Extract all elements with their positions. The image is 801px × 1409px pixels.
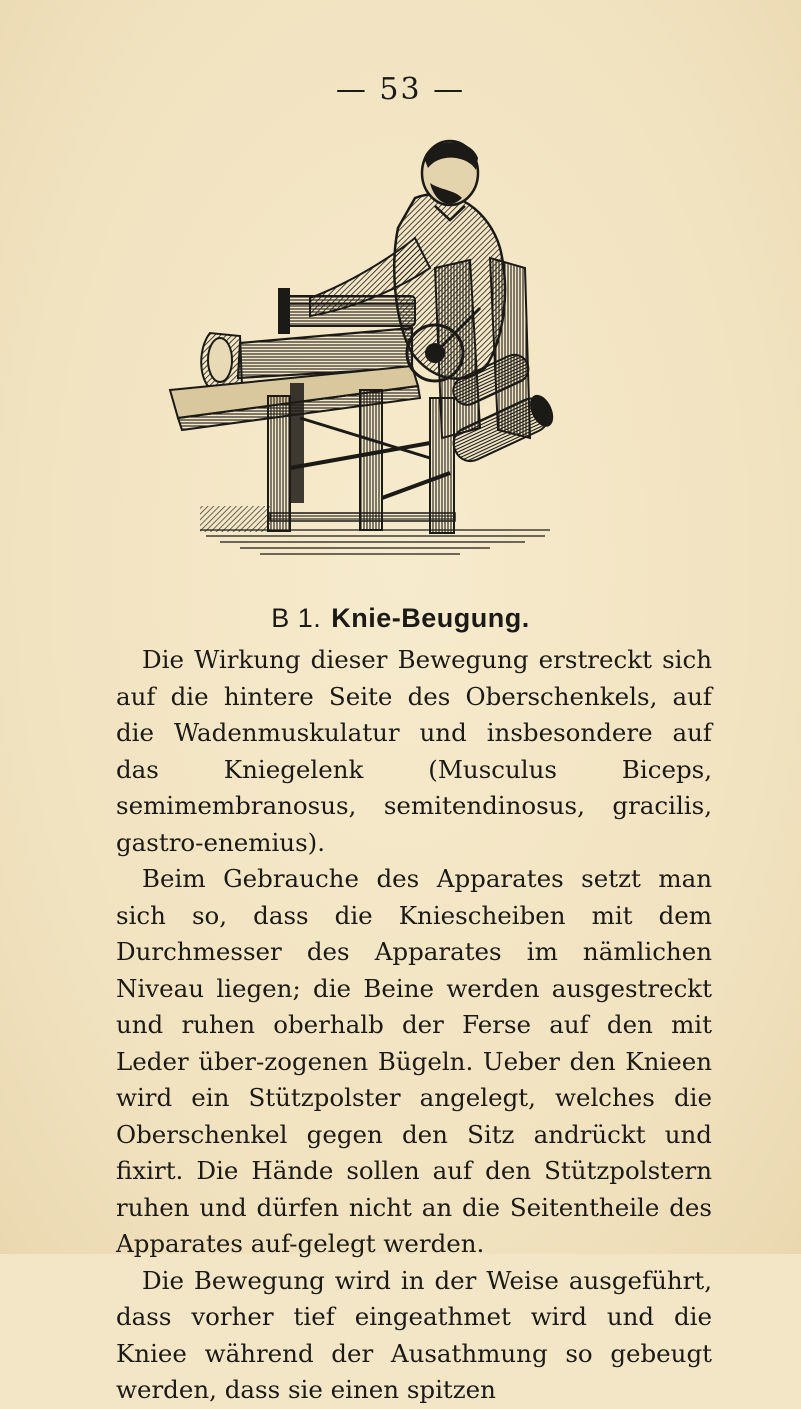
paragraph: Die Bewegung wird in der Weise ausgeführt, dass vorher tief eingeathmet wird und die Kniee während der Ausathmung so gebeugt werden, dass sie einen spitzen xyxy=(116,1265,712,1404)
figure-caption-title: Knie-Beugung. xyxy=(331,603,530,633)
body-text xyxy=(116,642,712,1409)
paragraph: Die Wirkung dieser Bewegung erstreckt sich auf die hintere Seite des Oberschenkels, auf die Wadenmuskulatur und insbesondere auf das Kniegelenk (Musculus Biceps, semimembranosus, semitendinosus, gracilis, gastro-enemius). xyxy=(116,645,712,857)
figure-caption-number: B 1. xyxy=(271,603,322,633)
paragraph: Beim Gebrauche des Apparates setzt man sich so, dass die Kniescheiben mit dem Durchmesser des Apparates im nämlichen Niveau liegen; die Beine werden ausgestreckt und ruhen oberhalb der Ferse auf den mit Leder über-zogenen Bügeln. Ueber den Knieen wird ein Stützpolster angelegt, welches die Oberschenkel gegen den Sitz andrückt und fixirt. Die Hände sollen auf den Stützpolstern ruhen und dürfen nicht an die Seitentheile des Apparates auf-gelegt werden. xyxy=(116,864,712,1258)
page-number: — 53 — xyxy=(335,72,466,107)
exercise-apparatus-illustration xyxy=(150,128,590,568)
figure-caption xyxy=(0,603,801,634)
